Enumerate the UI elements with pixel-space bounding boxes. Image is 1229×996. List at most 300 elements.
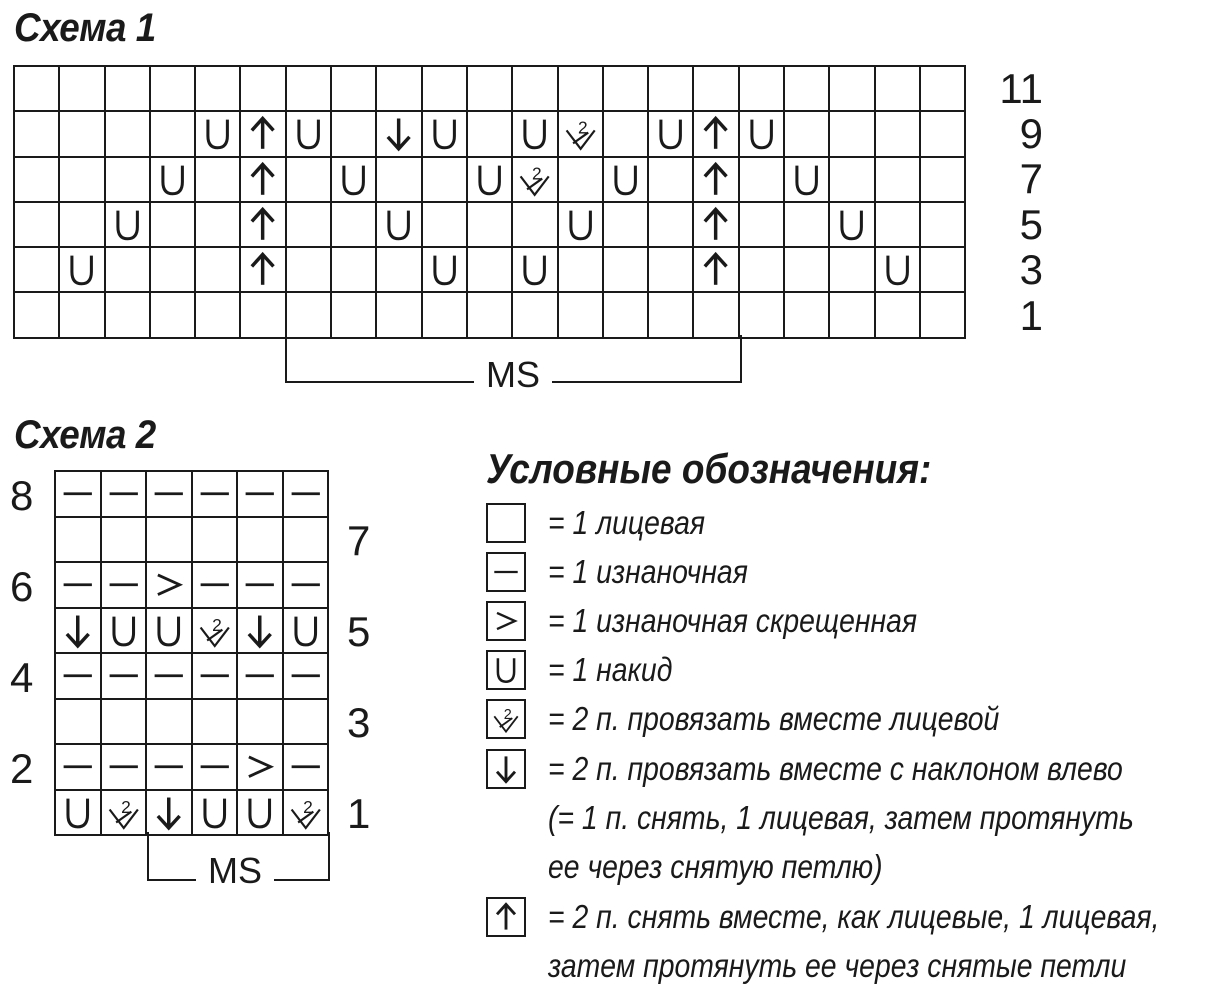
- chart-cell: [237, 517, 283, 563]
- chart-cell: [648, 202, 693, 247]
- row-number: 5: [1019, 201, 1043, 248]
- purl-dash-icon: [238, 563, 282, 607]
- chart-cell: [920, 292, 965, 337]
- yarn-over-u-icon: [740, 112, 783, 155]
- chart-cell: [14, 66, 59, 111]
- legend-text-line: = 1 изнаночная: [548, 553, 748, 590]
- chart-cell: [14, 292, 59, 337]
- chart-cell: [150, 247, 195, 292]
- svg-text:2: 2: [503, 707, 512, 723]
- purl-dash-icon: [147, 654, 191, 698]
- k2tog-icon: [284, 791, 328, 835]
- chart-cell: [105, 157, 150, 202]
- chart-cell: [558, 292, 603, 337]
- chart-cell: [875, 111, 920, 156]
- chart-cell: [512, 66, 557, 111]
- chart-cell: [331, 66, 376, 111]
- yarn-over-u-icon: [151, 158, 194, 201]
- chart-row: [55, 562, 328, 608]
- chart-cell: [331, 111, 376, 156]
- purl-dash-icon: [193, 563, 237, 607]
- chart-cell: [105, 292, 150, 337]
- chart-cell: [192, 608, 238, 654]
- chart-cell: [829, 157, 874, 202]
- legend-text: [548, 498, 705, 547]
- row-number: 1: [347, 790, 371, 837]
- purl-dash-icon: [284, 654, 328, 698]
- purl-dash-icon: [284, 563, 328, 607]
- chart-cell: [603, 111, 648, 156]
- chart-cell: [55, 471, 101, 517]
- chart-cell: [192, 562, 238, 608]
- chart-cell: [237, 790, 283, 836]
- purl-dash-icon: [238, 654, 282, 698]
- chart-cell: [192, 517, 238, 563]
- k2tog-icon: [513, 158, 556, 201]
- purl-dash-icon: [147, 472, 191, 516]
- chart-cell: [146, 562, 192, 608]
- chart-cell: [286, 247, 331, 292]
- chart-cell: [105, 247, 150, 292]
- svg-text:2: 2: [532, 163, 542, 184]
- chart-cell: [195, 157, 240, 202]
- chart-row: [14, 66, 965, 111]
- yarn-over-u-icon: [830, 203, 873, 246]
- chart-cell: [195, 66, 240, 111]
- chart-cell: [603, 66, 648, 111]
- purl-dash-icon: [56, 654, 100, 698]
- yarn-over-u-icon: [196, 112, 239, 155]
- chart-cell: [376, 292, 421, 337]
- yarn-over-u-icon: [423, 112, 466, 155]
- chart-cell: [192, 790, 238, 836]
- chart-cell: [101, 653, 147, 699]
- legend-text-line: = 1 лицевая: [548, 504, 706, 541]
- chart-cell: [331, 292, 376, 337]
- row-number: 2: [10, 745, 34, 792]
- legend-text: [548, 547, 748, 596]
- chart-cell: [920, 202, 965, 247]
- chart-cell: [59, 111, 104, 156]
- chart-cell: [512, 111, 557, 156]
- chart-cell: [422, 111, 467, 156]
- scheme-1-title: Схема 1: [14, 6, 156, 50]
- chart-cell: [192, 744, 238, 790]
- chart-cell: [603, 157, 648, 202]
- chart-cell: [14, 247, 59, 292]
- arrow-down-icon: [238, 609, 282, 653]
- chart-cell: [237, 744, 283, 790]
- chart-row: [14, 202, 965, 247]
- purl-tbl-icon: [147, 563, 191, 607]
- chart-cell: [875, 202, 920, 247]
- legend-text-line: = 2 п. провязать вместе с наклоном влево: [548, 750, 1123, 787]
- chart-cell: [237, 653, 283, 699]
- purl-dash-icon: [102, 472, 146, 516]
- svg-text:2: 2: [211, 614, 222, 635]
- chart-cell: [376, 247, 421, 292]
- chart-cell: [467, 247, 512, 292]
- chart-cell: [376, 111, 421, 156]
- chart-cell: [829, 292, 874, 337]
- chart-cell: [422, 292, 467, 337]
- chart-cell: [693, 247, 738, 292]
- chart-cell: [829, 111, 874, 156]
- chart-cell: [146, 744, 192, 790]
- row-number: 7: [347, 517, 371, 564]
- legend-text-continuation: (= 1 п. снять, 1 лицевая, затем протянуть: [548, 799, 1134, 836]
- chart-cell: [237, 699, 283, 745]
- arrow-up-icon: [241, 112, 284, 155]
- chart-row: [55, 744, 328, 790]
- chart-cell: [784, 66, 829, 111]
- chart-cell: [14, 111, 59, 156]
- chart-cell: [101, 471, 147, 517]
- chart-cell: [829, 66, 874, 111]
- chart-cell: [59, 292, 104, 337]
- chart-cell: [101, 517, 147, 563]
- chart-cell: [283, 699, 329, 745]
- chart-cell: [648, 66, 693, 111]
- purl-dash-icon: [193, 472, 237, 516]
- chart-cell: [150, 66, 195, 111]
- chart-cell: [150, 292, 195, 337]
- legend-text: [548, 892, 1159, 990]
- chart-cell: [195, 247, 240, 292]
- chart-cell: [920, 66, 965, 111]
- chart-cell: [331, 247, 376, 292]
- chart-cell: [59, 247, 104, 292]
- legend-text: [548, 744, 1134, 891]
- yarn-over-u-icon: [193, 791, 237, 835]
- scheme-2-ms-label: MS: [196, 853, 274, 889]
- chart-cell: [55, 699, 101, 745]
- chart-cell: [146, 608, 192, 654]
- arrow-down-icon: [377, 112, 420, 155]
- chart-cell: [467, 202, 512, 247]
- arrow-up-icon: [694, 203, 737, 246]
- chart-cell: [784, 292, 829, 337]
- chart-cell: [693, 202, 738, 247]
- chart-cell: [829, 247, 874, 292]
- purl-dash-icon: [102, 654, 146, 698]
- purl-dash-icon: [193, 654, 237, 698]
- purl-dash-icon: [56, 472, 100, 516]
- chart-cell: [512, 292, 557, 337]
- row-number: 7: [1019, 155, 1043, 202]
- arrow-up-icon: [241, 248, 284, 291]
- yarn-over-u-icon: [513, 112, 556, 155]
- yarn-over-u-icon: [488, 652, 524, 688]
- yarn-over-u-icon: [513, 248, 556, 291]
- chart-cell: [105, 111, 150, 156]
- yarn-over-u-icon: [332, 158, 375, 201]
- arrow-up-icon: [694, 248, 737, 291]
- yarn-over-u-icon: [284, 609, 328, 653]
- svg-text:2: 2: [577, 117, 588, 138]
- chart-cell: [739, 157, 784, 202]
- chart-cell: [101, 699, 147, 745]
- chart-cell: [286, 202, 331, 247]
- legend-item: [486, 699, 1073, 743]
- chart-cell: [237, 608, 283, 654]
- chart-cell: [422, 157, 467, 202]
- purl-tbl-icon: [488, 603, 524, 639]
- chart-cell: [422, 247, 467, 292]
- chart-cell: [739, 247, 784, 292]
- chart-cell: [467, 111, 512, 156]
- chart-cell: [237, 471, 283, 517]
- legend-item: [486, 650, 693, 694]
- chart-cell: [240, 66, 285, 111]
- svg-text:2: 2: [120, 796, 131, 817]
- chart-cell: [558, 66, 603, 111]
- purl-dash-icon: [193, 745, 237, 789]
- chart-cell: [739, 66, 784, 111]
- arrow-down-icon: [56, 609, 100, 653]
- k2tog-icon: [559, 112, 602, 155]
- row-number: 11: [999, 65, 1043, 112]
- chart-cell: [875, 292, 920, 337]
- chart-cell: [558, 202, 603, 247]
- chart-cell: [286, 292, 331, 337]
- legend-symbol-box: [486, 503, 526, 543]
- legend-text: [548, 596, 917, 645]
- yarn-over-u-icon: [238, 791, 282, 835]
- chart-cell: [512, 202, 557, 247]
- chart-cell: [693, 111, 738, 156]
- yarn-over-u-icon: [287, 112, 330, 155]
- scheme-1-ms-label: MS: [474, 357, 552, 393]
- chart-cell: [55, 653, 101, 699]
- chart-cell: [101, 562, 147, 608]
- chart-cell: [875, 157, 920, 202]
- purl-dash-icon: [56, 563, 100, 607]
- chart-cell: [150, 111, 195, 156]
- chart-cell: [331, 202, 376, 247]
- row-number: 6: [10, 563, 34, 610]
- chart-cell: [240, 247, 285, 292]
- legend-symbol-box: [486, 601, 526, 641]
- legend-text-line: = 1 изнаночная скрещенная: [548, 602, 918, 639]
- chart-cell: [739, 202, 784, 247]
- legend-item: [486, 552, 780, 596]
- chart-cell: [146, 653, 192, 699]
- chart-cell: [55, 744, 101, 790]
- chart-cell: [240, 292, 285, 337]
- chart-cell: [283, 608, 329, 654]
- chart-cell: [784, 111, 829, 156]
- chart-cell: [150, 157, 195, 202]
- row-number: 3: [1019, 246, 1043, 293]
- arrow-down-icon: [488, 751, 524, 787]
- arrow-up-icon: [694, 158, 737, 201]
- chart-cell: [422, 66, 467, 111]
- chart-cell: [467, 157, 512, 202]
- purl-dash-icon: [284, 745, 328, 789]
- purl-dash-icon: [102, 563, 146, 607]
- chart-cell: [920, 111, 965, 156]
- chart-cell: [376, 202, 421, 247]
- legend-symbol-box: [486, 552, 526, 592]
- chart-cell: [467, 292, 512, 337]
- chart-cell: [14, 202, 59, 247]
- svg-text:2: 2: [302, 796, 313, 817]
- legend-text: [548, 645, 672, 694]
- chart-cell: [240, 157, 285, 202]
- legend-text-line: = 1 накид: [548, 651, 673, 688]
- row-number: 1: [1019, 292, 1043, 339]
- chart-cell: [146, 790, 192, 836]
- chart-cell: [648, 247, 693, 292]
- legend-symbol-box: [486, 749, 526, 789]
- chart-cell: [59, 202, 104, 247]
- yarn-over-u-icon: [649, 112, 692, 155]
- arrow-down-icon: [147, 791, 191, 835]
- purl-dash-icon: [56, 745, 100, 789]
- chart-cell: [784, 157, 829, 202]
- chart-cell: [283, 562, 329, 608]
- chart-row: [14, 292, 965, 337]
- scheme-2-title: Схема 2: [14, 413, 156, 457]
- row-number: 4: [10, 654, 34, 701]
- chart-cell: [829, 202, 874, 247]
- chart-row: [55, 471, 328, 517]
- chart-cell: [739, 292, 784, 337]
- yarn-over-u-icon: [106, 203, 149, 246]
- legend-text-line: = 2 п. провязать вместе лицевой: [548, 700, 1000, 737]
- legend-symbol-box: [486, 897, 526, 937]
- chart-cell: [55, 562, 101, 608]
- chart-cell: [512, 157, 557, 202]
- chart-cell: [920, 247, 965, 292]
- legend-text-continuation: затем протянуть ее через снятые петли: [548, 947, 1127, 984]
- chart-row: [55, 608, 328, 654]
- k2tog-icon: [193, 609, 237, 653]
- chart-cell: [376, 66, 421, 111]
- chart-cell: [237, 562, 283, 608]
- chart-cell: [55, 608, 101, 654]
- yarn-over-u-icon: [468, 158, 511, 201]
- scheme-2-chart: [54, 470, 329, 836]
- chart-cell: [105, 202, 150, 247]
- row-number: 8: [10, 472, 34, 519]
- scheme-1-chart: [13, 65, 966, 339]
- chart-row: [55, 517, 328, 563]
- chart-cell: [146, 517, 192, 563]
- chart-cell: [192, 471, 238, 517]
- row-number: 5: [347, 608, 371, 655]
- purl-dash-icon: [488, 554, 524, 590]
- yarn-over-u-icon: [56, 791, 100, 835]
- yarn-over-u-icon: [876, 248, 919, 291]
- chart-cell: [286, 66, 331, 111]
- chart-cell: [648, 111, 693, 156]
- chart-cell: [784, 202, 829, 247]
- chart-cell: [467, 66, 512, 111]
- chart-cell: [195, 202, 240, 247]
- chart-cell: [603, 292, 648, 337]
- chart-row: [55, 653, 328, 699]
- legend-text-continuation: ее через снятую петлю): [548, 848, 883, 885]
- chart-cell: [603, 202, 648, 247]
- chart-cell: [558, 111, 603, 156]
- chart-cell: [101, 790, 147, 836]
- chart-cell: [920, 157, 965, 202]
- chart-cell: [693, 157, 738, 202]
- chart-cell: [739, 111, 784, 156]
- chart-cell: [195, 292, 240, 337]
- legend-item: [486, 601, 977, 645]
- legend-symbol-box: [486, 699, 526, 739]
- k2tog-icon: [488, 701, 524, 737]
- chart-cell: [146, 471, 192, 517]
- purl-dash-icon: [102, 745, 146, 789]
- chart-cell: [558, 247, 603, 292]
- legend-symbol-box: [486, 650, 526, 690]
- chart-cell: [192, 653, 238, 699]
- chart-cell: [240, 111, 285, 156]
- chart-cell: [603, 247, 648, 292]
- legend-title: Условные обозначения:: [486, 445, 932, 492]
- chart-cell: [14, 157, 59, 202]
- chart-cell: [648, 157, 693, 202]
- chart-cell: [283, 653, 329, 699]
- chart-row: [55, 790, 328, 836]
- purl-dash-icon: [238, 472, 282, 516]
- chart-cell: [150, 202, 195, 247]
- chart-cell: [286, 157, 331, 202]
- chart-cell: [192, 699, 238, 745]
- chart-cell: [648, 292, 693, 337]
- chart-cell: [59, 66, 104, 111]
- chart-cell: [558, 157, 603, 202]
- chart-cell: [875, 66, 920, 111]
- yarn-over-u-icon: [423, 248, 466, 291]
- purl-dash-icon: [284, 472, 328, 516]
- chart-cell: [101, 608, 147, 654]
- chart-cell: [693, 66, 738, 111]
- chart-row: [55, 699, 328, 745]
- chart-cell: [512, 247, 557, 292]
- arrow-up-icon: [694, 112, 737, 155]
- yarn-over-u-icon: [102, 609, 146, 653]
- chart-cell: [331, 157, 376, 202]
- chart-cell: [59, 157, 104, 202]
- legend-item: [486, 897, 1229, 990]
- chart-row: [14, 111, 965, 156]
- chart-cell: [286, 111, 331, 156]
- yarn-over-u-icon: [604, 158, 647, 201]
- chart-cell: [283, 471, 329, 517]
- chart-cell: [283, 790, 329, 836]
- chart-cell: [105, 66, 150, 111]
- chart-cell: [283, 517, 329, 563]
- legend-text-line: = 2 п. снять вместе, как лицевые, 1 лицевая,: [548, 898, 1160, 935]
- chart-cell: [146, 699, 192, 745]
- arrow-up-icon: [241, 158, 284, 201]
- yarn-over-u-icon: [147, 609, 191, 653]
- chart-cell: [784, 247, 829, 292]
- chart-cell: [283, 744, 329, 790]
- row-number: 9: [1019, 110, 1043, 157]
- chart-cell: [55, 790, 101, 836]
- chart-cell: [101, 744, 147, 790]
- yarn-over-u-icon: [377, 203, 420, 246]
- purl-tbl-icon: [238, 745, 282, 789]
- row-number: 3: [347, 699, 371, 746]
- chart-cell: [376, 157, 421, 202]
